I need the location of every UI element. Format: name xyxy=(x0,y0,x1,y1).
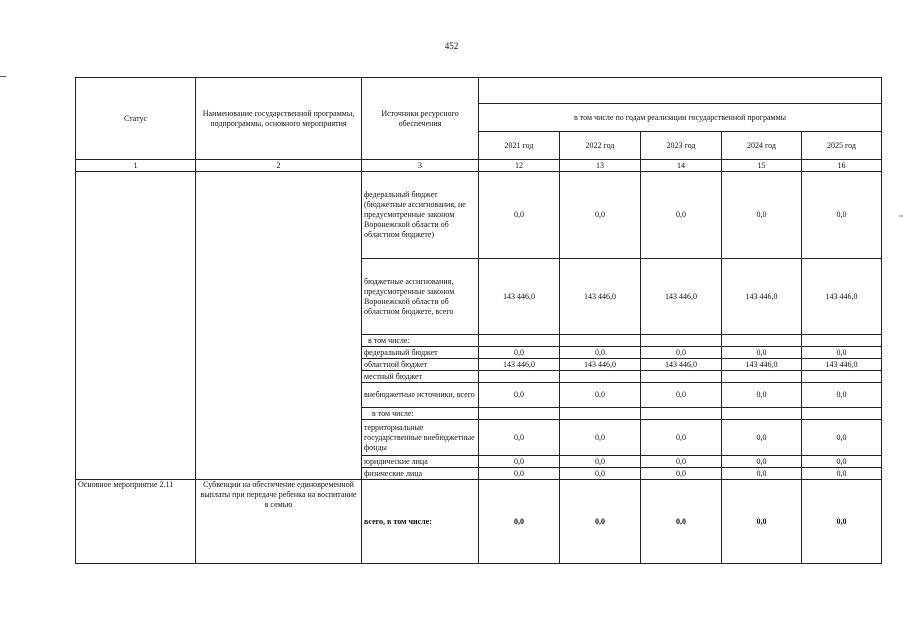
value-cell: 143 446,0 xyxy=(802,259,882,335)
value-cell: 0,0 xyxy=(479,480,560,564)
value-cell: 0,0 xyxy=(560,172,641,259)
source-cell: территориальные государственные внебюджетные фонды xyxy=(362,420,479,456)
col-number: 2 xyxy=(196,160,362,172)
value-cell: 0,0 xyxy=(722,480,802,564)
value-cell: 143 446,0 xyxy=(560,359,641,371)
value-cell: 0,0 xyxy=(560,456,641,468)
header-years-group: в том числе по годам реализации государственной программы xyxy=(479,104,882,132)
value-cell xyxy=(479,371,560,383)
value-cell: 0,0 xyxy=(641,468,722,480)
value-cell: 0,0 xyxy=(560,468,641,480)
header-sources: Источники ресурсного обеспечения xyxy=(362,78,479,160)
value-cell: 0,0 xyxy=(560,480,641,564)
value-cell xyxy=(802,371,882,383)
header-status: Статус xyxy=(76,78,196,160)
value-cell: 0,0 xyxy=(479,172,560,259)
value-cell: 0,0 xyxy=(479,347,560,359)
page-number: 452 xyxy=(444,41,459,51)
col-number: 13 xyxy=(560,160,641,172)
col-number: 16 xyxy=(802,160,882,172)
budget-table xyxy=(75,77,882,564)
header-year-2024: 2024 год xyxy=(722,132,802,160)
source-cell: в том числе: xyxy=(362,335,479,347)
value-cell: 0,0 xyxy=(802,383,882,408)
value-cell xyxy=(641,408,722,420)
value-cell: 0,0 xyxy=(802,420,882,456)
value-cell xyxy=(722,371,802,383)
col-number: 3 xyxy=(362,160,479,172)
table-row xyxy=(76,172,882,259)
header-year-2025: 2025 год xyxy=(802,132,882,160)
col-number: 15 xyxy=(722,160,802,172)
value-cell xyxy=(560,408,641,420)
value-cell: 0,0 xyxy=(479,456,560,468)
source-cell: федеральный бюджет xyxy=(362,347,479,359)
header-year-2021: 2021 год xyxy=(479,132,560,160)
value-cell: 143 446,0 xyxy=(641,259,722,335)
source-cell: областной бюджет xyxy=(362,359,479,371)
value-cell: 0,0 xyxy=(560,347,641,359)
value-cell: 0,0 xyxy=(802,347,882,359)
value-cell: 0,0 xyxy=(802,456,882,468)
source-cell: физические лица xyxy=(362,468,479,480)
value-cell: 143 446,0 xyxy=(479,359,560,371)
value-cell: 0,0 xyxy=(802,468,882,480)
value-cell: 0,0 xyxy=(722,468,802,480)
measure-name: Субвенции на обеспечение единовременной выплаты при передаче ребенка на воспитание в семью xyxy=(196,480,362,564)
source-cell: юридические лица xyxy=(362,456,479,468)
value-cell: 0,0 xyxy=(722,172,802,259)
value-cell xyxy=(560,371,641,383)
value-cell: 0,0 xyxy=(479,420,560,456)
value-cell: 0,0 xyxy=(560,383,641,408)
value-cell xyxy=(641,335,722,347)
source-cell: федеральный бюджет (бюджетные ассигнования, не предусмотренные законом Воронежской области об областном бюджете) xyxy=(362,172,479,259)
col-number: 12 xyxy=(479,160,560,172)
measure-status: Основное мероприятие 2.11 xyxy=(76,480,196,564)
value-cell xyxy=(722,408,802,420)
value-cell: 0,0 xyxy=(641,420,722,456)
value-cell: 0,0 xyxy=(479,468,560,480)
value-cell: 0,0 xyxy=(479,383,560,408)
edge-mark xyxy=(899,215,903,217)
source-cell: бюджетные ассигнования, предусмотренные законом Воронежской области об областном бюджете, всего xyxy=(362,259,479,335)
value-cell xyxy=(479,335,560,347)
value-cell: 143 446,0 xyxy=(722,359,802,371)
source-cell: внебюджетные источники, всего xyxy=(362,383,479,408)
name-cell-empty xyxy=(196,172,362,480)
value-cell: 0,0 xyxy=(641,347,722,359)
value-cell xyxy=(802,335,882,347)
value-cell: 0,0 xyxy=(641,456,722,468)
value-cell: 0,0 xyxy=(802,480,882,564)
value-cell: 0,0 xyxy=(802,172,882,259)
header-year-2022: 2022 год xyxy=(560,132,641,160)
column-number-row xyxy=(76,160,882,172)
value-cell: 143 446,0 xyxy=(641,359,722,371)
value-cell: 143 446,0 xyxy=(722,259,802,335)
status-cell-empty xyxy=(76,172,196,480)
value-cell xyxy=(641,371,722,383)
header-empty-top xyxy=(479,78,882,104)
value-cell: 0,0 xyxy=(722,420,802,456)
value-cell: 143 446,0 xyxy=(560,259,641,335)
value-cell xyxy=(722,335,802,347)
value-cell: 0,0 xyxy=(641,383,722,408)
edge-mark xyxy=(0,76,6,77)
value-cell: 0,0 xyxy=(560,420,641,456)
table-row xyxy=(76,480,882,564)
value-cell: 0,0 xyxy=(641,480,722,564)
header-name: Наименование государственной программы, подпрограммы, основного мероприятия xyxy=(196,78,362,160)
value-cell: 0,0 xyxy=(641,172,722,259)
source-cell: местный бюджет xyxy=(362,371,479,383)
source-cell: в том числе: xyxy=(362,408,479,420)
col-number: 14 xyxy=(641,160,722,172)
value-cell: 143 446,0 xyxy=(802,359,882,371)
value-cell: 0,0 xyxy=(722,383,802,408)
header-year-2023: 2023 год xyxy=(641,132,722,160)
value-cell xyxy=(560,335,641,347)
value-cell xyxy=(479,408,560,420)
value-cell: 143 446,0 xyxy=(479,259,560,335)
col-number: 1 xyxy=(76,160,196,172)
value-cell: 0,0 xyxy=(722,456,802,468)
value-cell xyxy=(802,408,882,420)
value-cell: 0,0 xyxy=(722,347,802,359)
measure-source: всего, в том числе: xyxy=(362,480,479,564)
